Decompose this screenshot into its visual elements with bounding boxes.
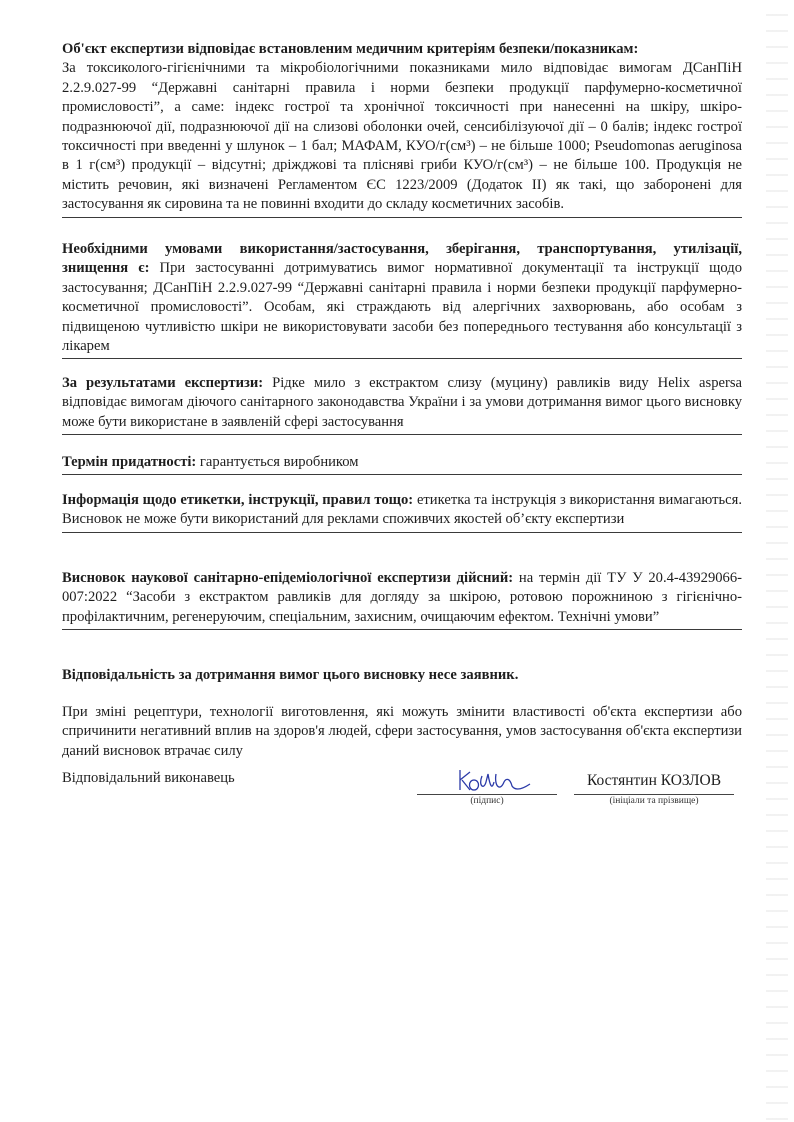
section-expertise-results xyxy=(62,374,742,435)
name-line xyxy=(574,794,734,795)
validity-note-text: При зміні рецептури, технології виготовлення, які можуть змінити властивості об'єкта експертизи або спричинити негативний вплив на здоров'я людей, сфери застосування, умов застосування об'єкта експертизи даний висновок втрачає силу xyxy=(62,704,742,759)
section-label: За результатами експертизи: xyxy=(62,375,264,391)
section-body: Рідке мило з екстрактом слизу (муцину) равликів виду Helix aspersa відповідає вимогам діючого санітарного законодавства України і за умови дотримання вимог цього висновку може бути використане в заявленій сфері застосування xyxy=(62,375,742,430)
section-label: Висновок наукової санітарно-епідеміологічної експертизи дійсний: xyxy=(62,570,514,586)
section-shelf-life xyxy=(62,453,742,475)
section-usage-conditions xyxy=(62,240,742,359)
section-body: на термін дії ТУ У 20.4-43929066-007:2022 “Засоби з екстрактом равликів для догляду за шкірою, ротовою порожниною з гігієнічно-профілактичним, регенеруючим, спеціальним, захисним, очищаючим ефектом. Технічні умови” xyxy=(62,570,742,625)
section-body: гарантується виробником xyxy=(196,454,359,470)
section-safety-criteria xyxy=(62,40,742,218)
section-heading: Об'єкт експертизи відповідає встановленим медичним критеріям безпеки/показникам: xyxy=(62,41,639,57)
signature-block xyxy=(62,770,742,810)
section-body: етикетка та інструкція з використання вимагаються. Висновок не може бути використаний для реклами споживчих якостей об’єкту експертизи xyxy=(62,492,742,528)
signature-label: Відповідальний виконавець xyxy=(62,770,235,786)
signatory-name: Костянтин КОЗЛОВ xyxy=(586,772,722,789)
section-label: Інформація щодо етикетки, інструкції, правил тощо: xyxy=(62,492,414,508)
validity-note xyxy=(62,703,742,761)
section-label: Необхідними умовами використання/застосування, зберігання, транспортування, утилізації, знищення є: xyxy=(62,241,742,277)
handwritten-signature-icon xyxy=(454,766,534,796)
scan-edge-artifact xyxy=(766,0,788,1122)
responsibility-statement xyxy=(62,666,742,685)
section-label: Термін придатності: xyxy=(62,454,197,470)
section-validity xyxy=(62,569,742,630)
name-caption: (ініціали та прізвище) xyxy=(609,796,699,806)
responsibility-text: Відповідальність за дотримання вимог цього висновку несе заявник. xyxy=(62,667,519,683)
section-body: При застосуванні дотримуватись вимог нормативної документації та інструкції щодо застосування; ДСанПіН 2.2.9.027-99 “Державні санітарні правила і норми безпеки продукції парфумерно-косметичної промисловості”. Особам, які страждають від алергічних захворювань, або особам з підвищеною чутливістю шкіри не використовувати засоби без попереднього тестування або консультації з лікарем xyxy=(62,260,742,355)
section-label-info xyxy=(62,491,742,533)
section-body: За токсиколого-гігієнічними та мікробіологічними показниками мило відповідає вимогам ДСанПіН 2.2.9.027-99 “Державні санітарні правила і норми безпеки продукції парфумерно-косметичної промисловості”, а саме: індекс гострої та хронічної токсичності при нанесенні на шкіру, шкіро-подразнюючої дії, подразнюючої дії на слизові оболонки очей, сенсибілізуючої дії – 0 балів; індекс гострої токсичності при введенні у шлунок – 1 бал; МАФАМ, КУО/г(см³) – не більше 1000; Pseudomonas aeruginosa в 1 г(см³) продукції – відсутні; дріжджові та плісняві гриби КУО/г(см³) – не більше 100. Продукція не містить речовин, які визначені Регламентом ЄС 1223/2009 (Додаток II) як такі, що заборонені для застосування як сировина та не повинні входити до складу косметичних засобів. xyxy=(62,60,742,213)
signature-caption: (підпис) xyxy=(470,796,504,806)
